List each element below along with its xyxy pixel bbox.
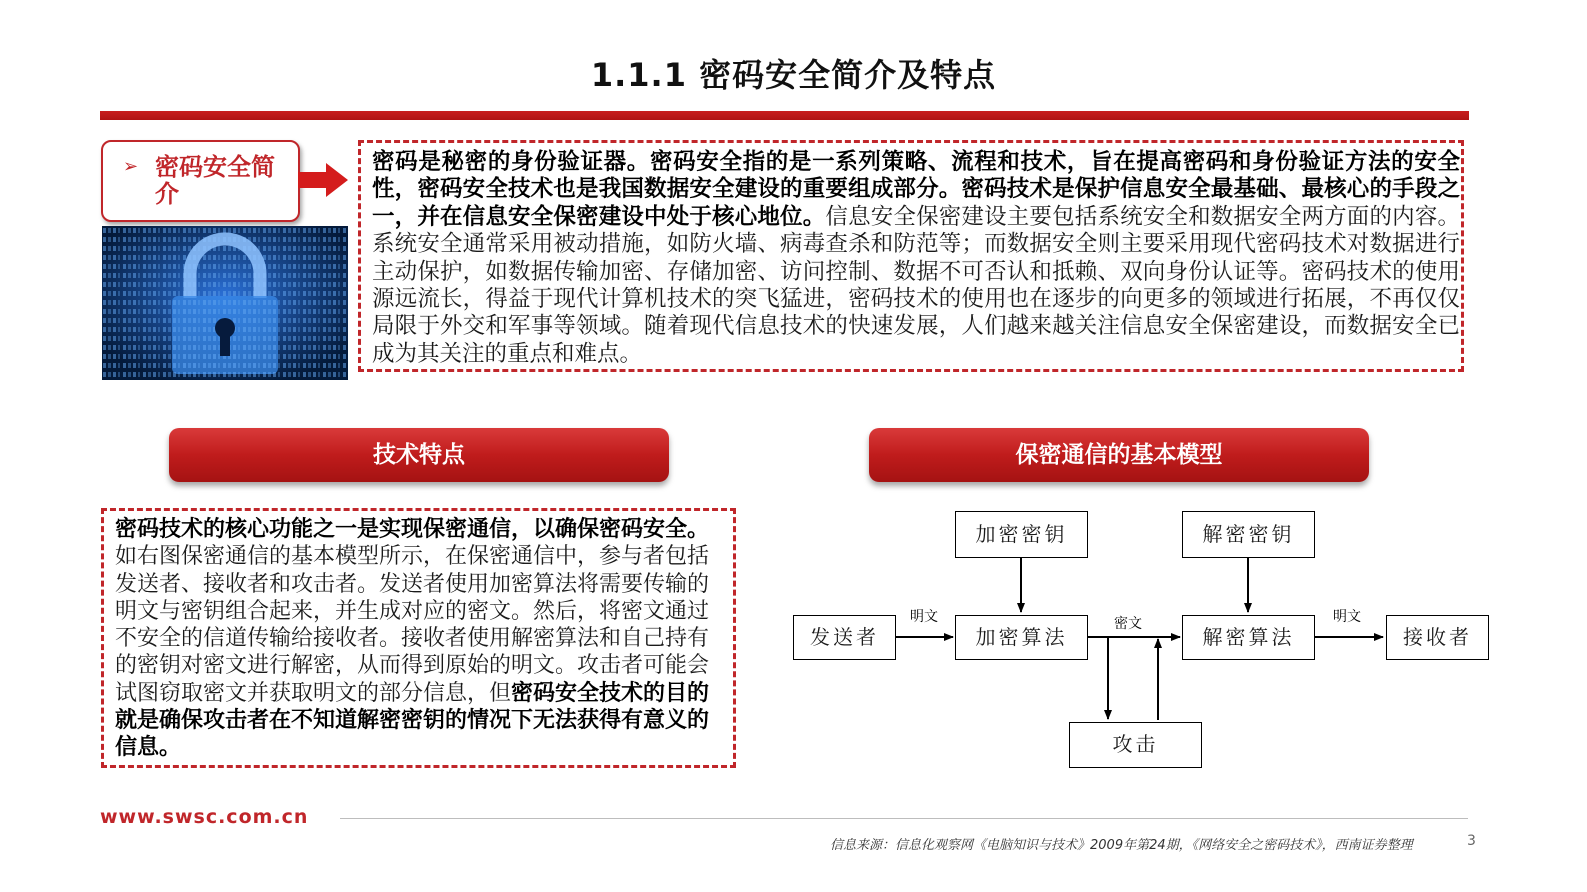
tech-text [115,516,719,762]
footer-divider [340,818,1468,819]
plaintext-label-1: 明文 [910,609,938,625]
intro-text-regular: 信息安全保密建设主要包括系统安全和数据安全两方面的内容。系统安全通常采用被动措施，如防火墙、病毒查杀和防范等；而数据安全则主要采用现代密码技术对数据进行主动保护，如数据传输加密、存储加密、访问控制、数据不可否认和抵赖、双向身份认证等。密码技术的使用源远流长，得益于现代计算机技术的突飞猛进，密码技术的使用也在逐步的向更多的领域进行拓展，不再仅仅局限于外交和军事等领域。随着现代信息技术的快速发展，人们越来越关注信息安全保密建设，而数据安全已成为其关注的重点和难点。 [372,203,1460,367]
tech-text-bold-tail: 密码安全技术的目的就是确保攻击者在不知道解密密钥的情况下无法获得有意义的信息。 [115,680,710,761]
footer-url[interactable]: www.swsc.com.cn [100,806,309,828]
title-divider [100,111,1469,120]
decryption-algorithm-box: 解密算法 [1182,615,1315,660]
attack-box: 攻击 [1069,722,1202,768]
encryption-key-box: 加密密钥 [955,511,1088,558]
intro-text-bold: 密码是秘密的身份验证器。密码安全指的是一系列策略、流程和技术，旨在提高密码和身份验证方法的安全性，密码安全技术也是我国数据安全建设的重要组成部分。密码技术是保护信息安全最基础、最核心的手段之一，并在信息安全保密建设中处于核心地位。 [372,149,1460,230]
ciphertext-label: 密文 [1114,616,1142,632]
arrow-right-icon [298,163,348,197]
plaintext-label-2: 明文 [1333,609,1361,625]
tech-features-banner: 技术特点 [169,428,669,482]
model-banner: 保密通信的基本模型 [869,428,1369,482]
decryption-key-box: 解密密钥 [1182,511,1315,558]
communication-model-diagram [780,500,1500,780]
footer-source: 信息来源：信息化观察网《电脑知识与技术》2009年第24期，《网络安全之密码技术》，西南证券整理 [830,838,1413,853]
encryption-algorithm-box: 加密算法 [955,615,1088,660]
intro-textbox [358,140,1464,372]
intro-label-box [101,140,300,222]
page-number: 3 [1467,833,1476,849]
intro-text [372,149,1460,368]
chevron-right-icon: ➢ [123,156,139,177]
intro-label: 密码安全简介 [155,153,275,208]
sender-box: 发送者 [793,615,896,660]
tech-text-bold-lead: 密码技术的核心功能之一是实现保密通信，以确保密码安全。 [115,517,710,542]
tech-textbox [101,508,736,768]
tech-text-regular: 如右图保密通信的基本模型所示，在保密通信中，参与者包括发送者、接收者和攻击者。发送者使用加密算法将需要传输的明文与密钥组合起来，并生成对应的密文。然后，将密文通过不安全的信道传输给接收者。接收者使用解密算法和自己持有的密钥对密文进行解密，从而得到原始的明文。攻击者可能会试图窃取密文并获取明文的部分信息，但 [115,544,710,706]
page-title: 1.1.1 密码安全简介及特点 [590,56,997,94]
receiver-box: 接收者 [1386,615,1489,660]
lock-image [102,226,348,380]
